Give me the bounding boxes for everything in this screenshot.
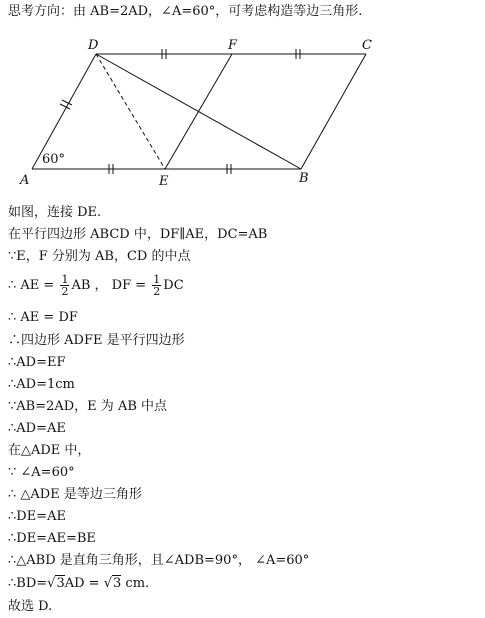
point-label-b: B bbox=[299, 171, 309, 186]
step17-c: cm. bbox=[125, 576, 150, 591]
angle-label-a: 60° bbox=[42, 152, 66, 167]
point-label-a: A bbox=[20, 173, 30, 188]
proof-line-9: ∵AB=2AD，E 为 AB 中点 bbox=[8, 399, 168, 414]
proof-line-7: ∴AD=EF bbox=[8, 355, 66, 370]
proof-line-5: ∴ AE = DF bbox=[8, 310, 78, 325]
frac1-den: 2 bbox=[61, 285, 69, 298]
point-label-e: E bbox=[159, 174, 169, 189]
proof-line-18: 故选 D. bbox=[8, 599, 53, 614]
fraction-half-1 bbox=[60, 274, 69, 297]
step4-end: DC bbox=[163, 278, 184, 293]
step17-b: AD = bbox=[64, 576, 100, 591]
hint-header: 思考方向：由 AB=2AD，∠A=60°，可考虑构造等边三角形. bbox=[8, 4, 363, 19]
parallelogram-figure bbox=[0, 0, 485, 200]
point-label-d: D bbox=[88, 38, 99, 53]
step17-a: ∴BD= bbox=[8, 576, 48, 591]
proof-line-8: ∴AD=1cm bbox=[8, 377, 75, 392]
segment-db bbox=[96, 54, 301, 169]
point-label-f: F bbox=[228, 38, 238, 53]
fraction-half-2 bbox=[152, 274, 161, 297]
sqrt-sign-2: √ bbox=[103, 576, 112, 591]
proof-line-12: ∵ ∠A=60° bbox=[8, 465, 75, 480]
proof-line-17 bbox=[8, 576, 149, 592]
proof-line-15: ∴DE=AE=BE bbox=[8, 531, 96, 546]
proof-line-6: ∴四边形 ADFE 是平行四边形 bbox=[8, 333, 185, 348]
frac2-den: 2 bbox=[153, 285, 161, 298]
proof-line-13: ∴ △ADE 是等边三角形 bbox=[8, 487, 142, 502]
proof-line-14: ∴DE=AE bbox=[8, 509, 66, 524]
frac2-num: 1 bbox=[153, 273, 161, 286]
proof-line-10: ∴AD=AE bbox=[8, 421, 66, 436]
step4-lhs: ∴ AE = bbox=[8, 278, 55, 293]
segment-bc bbox=[301, 54, 366, 169]
proof-line-1: 如图，连接 DE. bbox=[8, 205, 102, 220]
proof-line-3: ∵E，F 分别为 AB，CD 的中点 bbox=[8, 249, 191, 264]
step4-mid: AB ， DF = bbox=[71, 278, 147, 293]
sqrt-radicand-1: 3 bbox=[56, 576, 65, 591]
sqrt-sign-1: √ bbox=[47, 576, 56, 591]
proof-line-4 bbox=[8, 274, 184, 298]
segment-de-dashed bbox=[96, 54, 165, 169]
frac1-num: 1 bbox=[61, 273, 69, 286]
point-label-c: C bbox=[362, 38, 372, 53]
sqrt-radicand-2: 3 bbox=[113, 576, 122, 591]
proof-line-2: 在平行四边形 ABCD 中，DF∥AE，DC=AB bbox=[8, 227, 268, 242]
proof-line-16: ∴△ABD 是直角三角形，且∠ADB=90°， ∠A=60° bbox=[8, 553, 310, 568]
proof-line-11: 在△ADE 中， bbox=[8, 443, 91, 458]
